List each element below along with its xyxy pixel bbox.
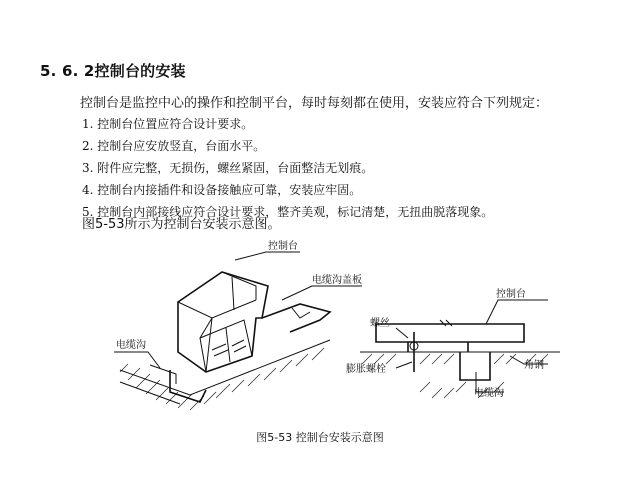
list-item: 5. 控制台内部接线应符合设计要求，整齐美观，标记清楚，无扭曲脱落现象。 <box>82 205 494 219</box>
label-console-right: 控制台 <box>496 289 526 300</box>
label-angle-steel: 角钢 <box>524 360 544 371</box>
label-cable-trench-right: 电缆沟 <box>474 388 504 399</box>
list-item: 1. 控制台位置应符合设计要求。 <box>82 117 254 131</box>
label-screw: 螺丝 <box>370 318 390 329</box>
intro-text: 控制台是监控中心的操作和控制平台，每时每刻都在使用，安装应符合下列规定： <box>80 96 549 111</box>
label-cable-trench-left: 电缆沟 <box>116 340 146 351</box>
figure-reference: 图5-53所示为控制台安装示意图。 <box>82 217 281 232</box>
list-item: 2. 控制台应安放竖直，台面水平。 <box>82 139 266 153</box>
figure-caption: 图5-53 控制台安装示意图 <box>256 431 384 444</box>
console-section-drawing <box>360 300 560 398</box>
list-item: 4. 控制台内接插件和设备接触应可靠，安装应牢固。 <box>82 183 362 197</box>
label-cable-trench-cover: 电缆沟盖板 <box>312 275 362 286</box>
label-expansion-bolt: 膨胀螺栓 <box>346 364 386 375</box>
label-console-left: 控制台 <box>268 241 298 252</box>
section-heading: 5. 6. 2控制台的安装 <box>40 62 186 80</box>
list-item: 3. 附件应完整，无损伤，螺丝紧固，台面整洁无划痕。 <box>82 161 374 175</box>
